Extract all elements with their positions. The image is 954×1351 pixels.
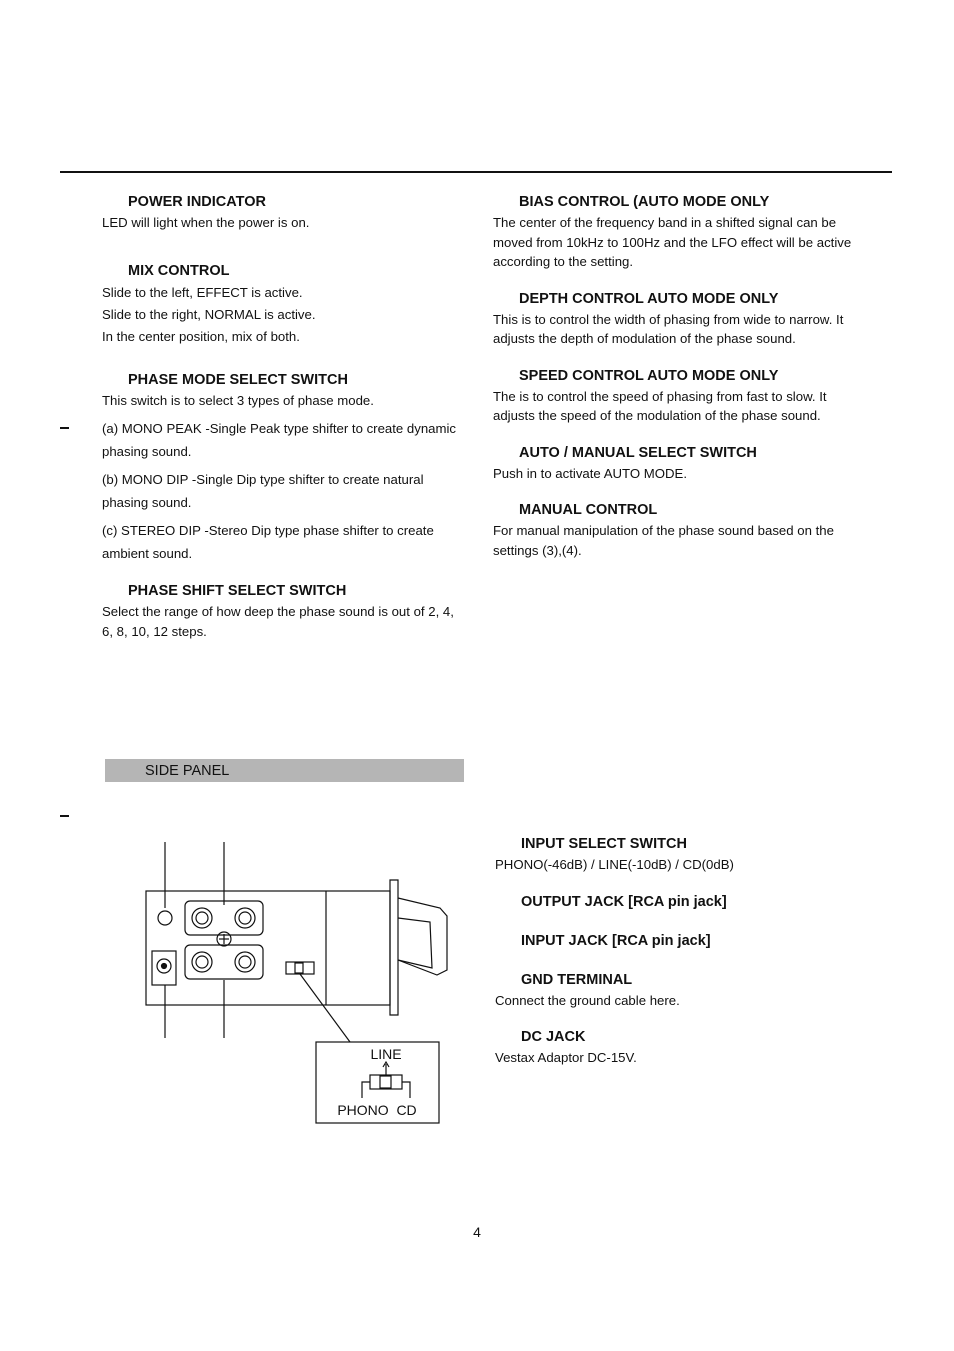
section-text: PHONO(-46dB) / LINE(-10dB) / CD(0dB) xyxy=(495,857,734,872)
section-text: The is to control the speed of phasing from fast to slow. It adjusts the speed of the modulation of the phase sound. xyxy=(493,388,827,423)
section-text: Slide to the right, NORMAL is active. xyxy=(102,306,316,322)
section-title: PHASE SHIFT SELECT SWITCH xyxy=(128,583,347,599)
section-text: Connect the ground cable here. xyxy=(495,992,680,1008)
output-jack-section xyxy=(495,892,875,912)
section-text: For manual manipulation of the phase sound based on the settings (3),(4). xyxy=(493,523,834,558)
switch-detail-slider xyxy=(370,1075,402,1089)
page-number: 4 xyxy=(473,1224,481,1240)
input-jack-section xyxy=(495,931,875,951)
section-title: BIAS CONTROL (AUTO MODE ONLY xyxy=(519,194,770,210)
section-title: AUTO / MANUAL SELECT SWITCH xyxy=(519,444,757,461)
gnd-terminal-section xyxy=(495,970,875,1011)
manual-control-section xyxy=(493,500,863,560)
input-jack-right-inner xyxy=(239,956,251,968)
section-title: INPUT JACK [RCA pin jack] xyxy=(521,932,711,949)
section-text: LED will light when the power is on. xyxy=(102,215,310,230)
dc-jack-pin xyxy=(162,964,167,969)
section-title: GND TERMINAL xyxy=(521,971,633,988)
section-marker xyxy=(60,427,69,429)
header-rule xyxy=(60,171,892,173)
output-jack-left-icon xyxy=(192,908,212,928)
section-text: In the center position, mix of both. xyxy=(102,328,300,344)
panel-flange xyxy=(390,880,398,1015)
output-jack-right-inner xyxy=(239,912,251,924)
cd-indicator-line xyxy=(402,1082,410,1098)
section-title: INPUT SELECT SWITCH xyxy=(521,836,687,852)
section-title: PHASE MODE SELECT SWITCH xyxy=(128,371,348,388)
dc-jack-section xyxy=(495,1027,875,1068)
switch-detail-knob xyxy=(380,1076,391,1088)
input-jack-right-icon xyxy=(235,952,255,972)
panel-knob xyxy=(398,898,447,975)
side-panel-descriptions xyxy=(495,834,875,1085)
section-title: SPEED CONTROL AUTO MODE ONLY xyxy=(519,367,779,384)
mix-control-section xyxy=(102,261,467,348)
side-panel-heading xyxy=(105,759,464,782)
section-text: The center of the frequency band in a shifted signal can be moved from 10kHz to 100Hz and the LFO effect will be active according to the setting. xyxy=(493,215,852,269)
section-marker xyxy=(60,815,69,817)
section-text: Vestax Adaptor DC-15V. xyxy=(495,1050,637,1065)
phase-mode-item: (b) MONO DIP -Single Dip type shifter to create natural phasing sound. xyxy=(102,472,424,510)
gnd-terminal-icon xyxy=(158,911,172,925)
section-title: POWER INDICATOR xyxy=(128,194,267,210)
power-indicator-section xyxy=(102,192,467,233)
section-text: Push in to activate AUTO MODE. xyxy=(493,465,687,481)
panel-body xyxy=(146,891,390,1005)
auto-manual-section xyxy=(493,443,863,484)
input-select-switch-icon xyxy=(286,962,314,974)
section-title: OUTPUT JACK [RCA pin jack] xyxy=(521,893,727,910)
side-panel-diagram xyxy=(130,835,460,1135)
speed-control-section xyxy=(493,366,863,426)
bias-control-section xyxy=(493,192,863,272)
leader-line xyxy=(300,974,350,1042)
right-column xyxy=(493,192,863,577)
phono-indicator-line xyxy=(362,1082,370,1098)
section-title: MANUAL CONTROL xyxy=(519,502,658,518)
phase-shift-section xyxy=(102,581,467,641)
section-title: DEPTH CONTROL AUTO MODE ONLY xyxy=(519,290,779,307)
input-jack-left-icon xyxy=(192,952,212,972)
section-text: Slide to the left, EFFECT is active. xyxy=(102,284,303,300)
output-jack-right-icon xyxy=(235,908,255,928)
phase-mode-section xyxy=(102,370,467,566)
switch-label-phono-cd: PHONO CD xyxy=(337,1102,417,1118)
section-title: DC JACK xyxy=(521,1029,586,1045)
left-column xyxy=(102,192,467,663)
phase-mode-item: (c) STEREO DIP -Stereo Dip type phase shifter to create ambient sound. xyxy=(102,523,434,561)
section-text: Select the range of how deep the phase sound is out of 2, 4, 6, 8, 10, 12 steps. xyxy=(102,604,454,639)
input-jack-left-inner xyxy=(196,956,208,968)
section-title: MIX CONTROL xyxy=(128,262,230,279)
input-select-switch-knob xyxy=(295,963,303,973)
input-select-section xyxy=(495,834,875,875)
panel-knob-inner xyxy=(398,918,432,968)
depth-control-section xyxy=(493,289,863,349)
output-jack-left-inner xyxy=(196,912,208,924)
side-panel-heading-text: SIDE PANEL xyxy=(145,763,230,779)
section-text: This is to control the width of phasing from wide to narrow. It adjusts the depth of modulation of the phase sound. xyxy=(493,311,844,346)
section-text: This switch is to select 3 types of phase mode. xyxy=(102,392,374,408)
switch-label-line: LINE xyxy=(370,1046,402,1062)
phase-mode-item: (a) MONO PEAK -Single Peak type shifter to create dynamic phasing sound. xyxy=(102,421,457,459)
